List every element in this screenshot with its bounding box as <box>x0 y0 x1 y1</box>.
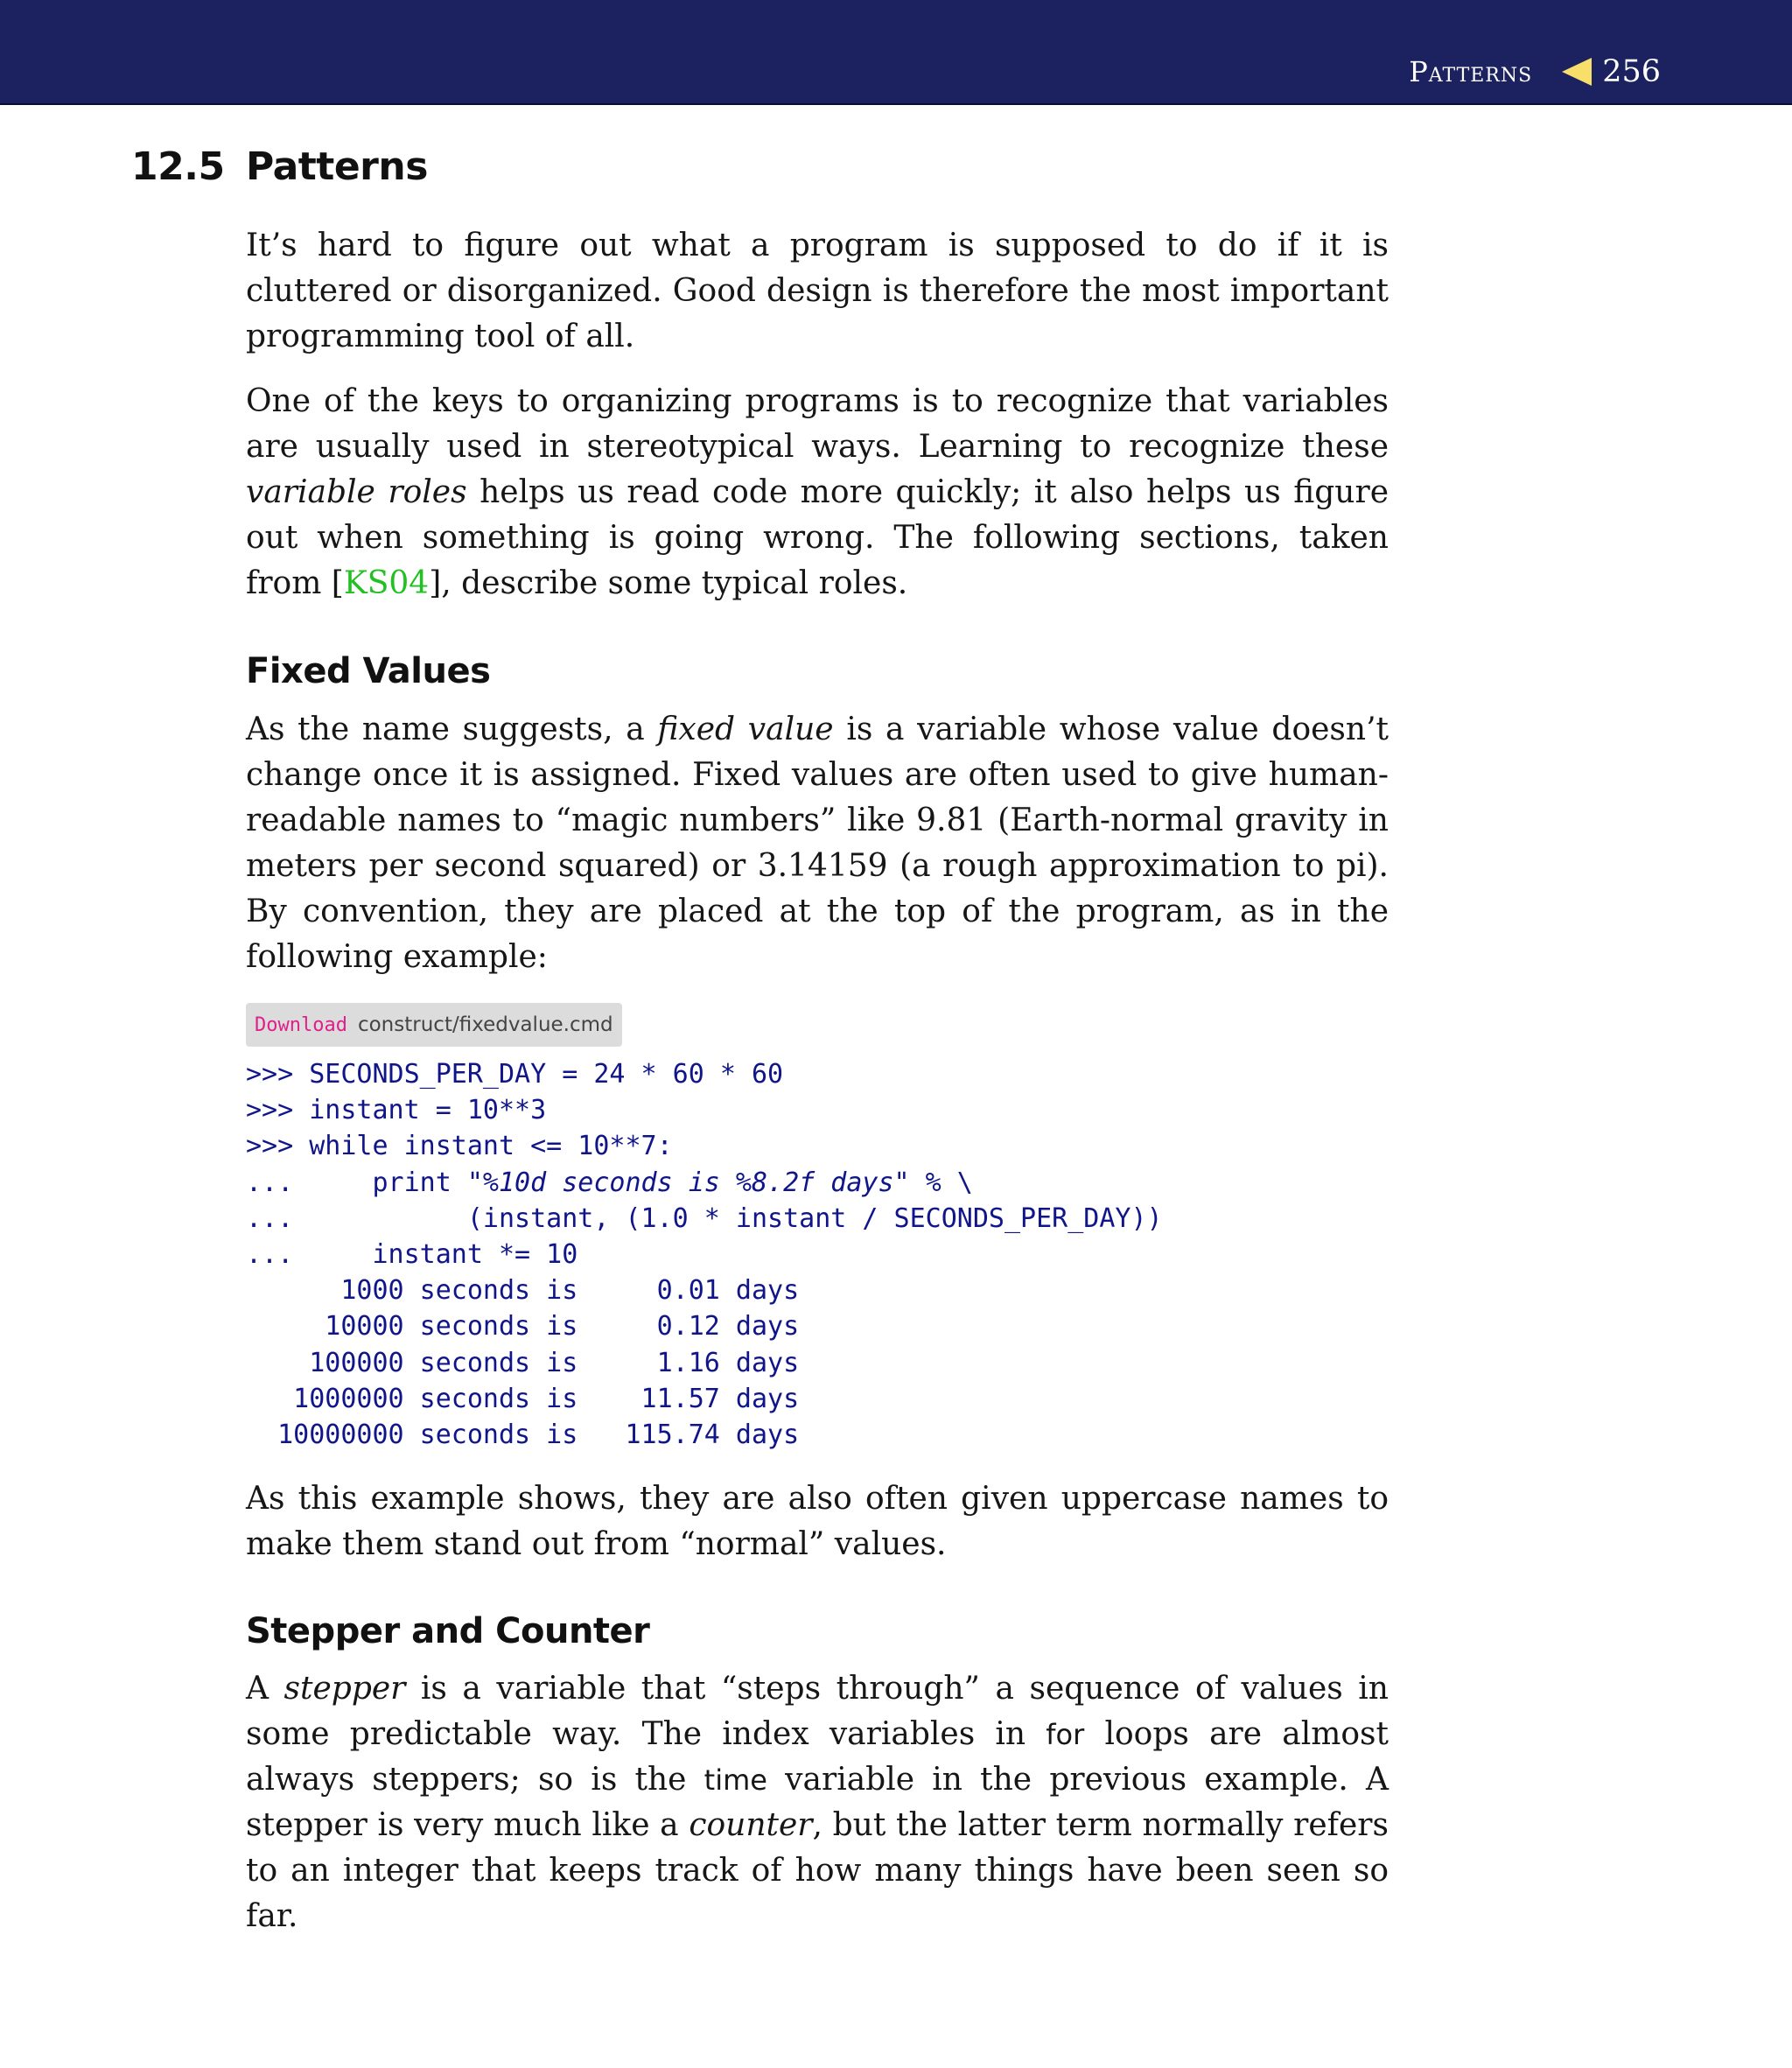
code-output-line: 1000000 seconds is 11.57 days <box>246 1383 800 1414</box>
subsection-heading-stepper-counter: Stepper and Counter <box>246 1611 650 1651</box>
keyword-time: time <box>704 1763 767 1797</box>
top-banner <box>0 0 1792 105</box>
section-title: Patterns <box>246 144 428 189</box>
code-listing <box>246 1056 1163 1453</box>
text-run: helps us read code more quickly; it also helps us figure out when something is going wrong. The following sections, taken from [ <box>246 474 1390 601</box>
code-token: % \ <box>909 1167 973 1198</box>
code-output-line: 100000 seconds is 1.16 days <box>246 1347 800 1378</box>
text-run: A <box>246 1671 284 1707</box>
emphasis-stepper: stepper <box>284 1671 406 1707</box>
code-string-literal: "%10d seconds is %8.2f days" <box>466 1167 910 1198</box>
text-run: variable in the previous example. A stepper is very much like a <box>246 1762 1389 1843</box>
citation-link[interactable]: KS04 <box>343 565 430 601</box>
text-run: loops are almost always steppers; so is the <box>246 1716 1389 1798</box>
text-run: is a variable whose value doesn’t change once it is assigned. Fixed values are often used to give human-readable names to “magic numbers” like 9.81 (Earth-normal gravity in meters per second squared) or 3.14159 (a rough approximation to pi). By convention, they are placed at the top of the program, as in the following example: <box>246 712 1389 975</box>
intro-paragraph-2 <box>246 379 1389 606</box>
download-link[interactable]: Download <box>255 1013 347 1036</box>
text-run: , but the latter term normally refers to an integer that keeps track of how many things have been seen so far. <box>246 1807 1389 1934</box>
section-number: 12.5 <box>131 144 225 189</box>
code-output-line: 10000 seconds is 0.12 days <box>246 1311 800 1342</box>
emphasis-fixed-value: fixed value <box>657 712 834 747</box>
text-run: One of the keys to organizing programs is to recognize that variables are usually used in stereotypical ways. Learning to recognize these <box>246 383 1389 465</box>
section-heading <box>131 144 428 189</box>
code-output-line: 1000 seconds is 0.01 days <box>246 1275 800 1307</box>
emphasis-variable-roles: variable roles <box>246 474 467 510</box>
intro-paragraph-1: It’s hard to figure out what a program is supposed to do if it is cluttered or disorganized. Good design is therefore the most important programming tool of all. <box>246 228 1389 354</box>
code-output-line: 10000000 seconds is 115.74 days <box>246 1419 800 1450</box>
subsection-heading-fixed-values: Fixed Values <box>246 651 491 691</box>
chapter-name: Patterns <box>1409 55 1533 88</box>
code-line: ... instant *= 10 <box>246 1238 578 1270</box>
download-file-path[interactable]: construct/fixedvalue.cmd <box>357 1013 613 1036</box>
back-arrow-icon[interactable] <box>1562 58 1592 86</box>
text-run: ], describe some typical roles. <box>429 565 908 601</box>
page-number: 256 <box>1602 54 1661 89</box>
text-run: is a variable that “steps through” a sequence of values in some predictable way. The index variables in <box>246 1671 1389 1752</box>
code-line: >>> instant = 10**3 <box>246 1095 547 1126</box>
code-line <box>246 1165 1163 1201</box>
emphasis-counter: counter <box>689 1807 813 1843</box>
code-line: >>> while instant <= 10**7: <box>246 1131 673 1162</box>
code-line: >>> SECONDS_PER_DAY = 24 * 60 * 60 <box>246 1059 784 1090</box>
text-run: As the name suggests, a <box>246 712 658 747</box>
download-bar[interactable] <box>246 1003 622 1047</box>
code-line: ... (instant, (1.0 * instant / SECONDS_PER_DAY)) <box>246 1202 1163 1234</box>
fixed-values-paragraph <box>246 707 1389 980</box>
running-head <box>1409 51 1661 93</box>
stepper-paragraph <box>246 1666 1389 1939</box>
keyword-for: for <box>1046 1718 1085 1751</box>
code-token: ... print <box>246 1167 467 1198</box>
after-example-paragraph: As this example shows, they are also often given uppercase names to make them stand out from “normal” values. <box>246 1481 1389 1562</box>
